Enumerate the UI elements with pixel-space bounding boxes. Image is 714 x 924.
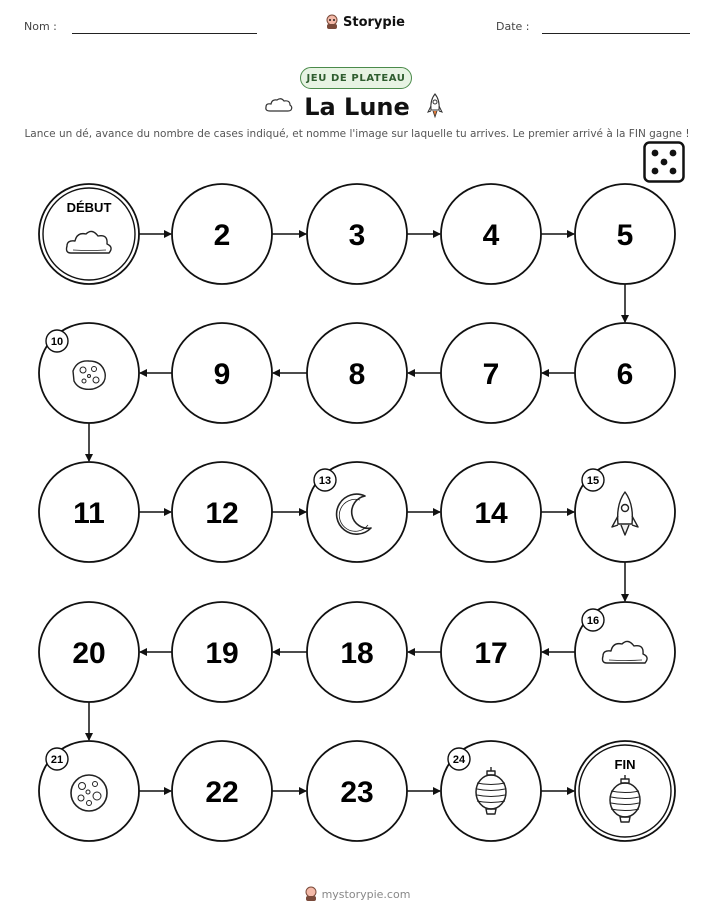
board-cell-8 [307, 323, 407, 423]
board-cell-22 [172, 741, 272, 841]
date-label: Date : [496, 20, 530, 33]
board-cell-5 [575, 184, 675, 284]
footer [0, 886, 714, 902]
cell-number: 10 [50, 336, 64, 348]
cell-number: 9 [213, 358, 231, 391]
name-label: Nom : [24, 20, 57, 33]
cell-number: 20 [72, 637, 106, 670]
board-cell-6 [575, 323, 675, 423]
board-cell-4 [441, 184, 541, 284]
board-cell-16 [575, 602, 675, 702]
board-cell-23 [307, 741, 407, 841]
cell-number: 6 [616, 358, 634, 391]
finish-label: FIN [614, 757, 636, 772]
page-title: La Lune [304, 93, 410, 121]
cell-number: 11 [73, 497, 105, 530]
board-cell-3 [307, 184, 407, 284]
game-instructions: Lance un dé, avance du nombre de cases indiqué, et nomme l'image sur laquelle tu arrives. Le premier arrivé à la FIN gagne ! [24, 128, 690, 140]
board-cell-24 [441, 741, 541, 841]
board-cell-9 [172, 323, 272, 423]
cell-number: 7 [482, 358, 500, 391]
board-cell-2 [172, 184, 272, 284]
game-type-badge: JEU DE PLATEAU [300, 67, 412, 89]
cell-number: 8 [348, 358, 366, 391]
cell-number: 21 [50, 754, 64, 766]
board-cell-13 [307, 462, 407, 562]
board-cell-14 [441, 462, 541, 562]
finish-cell [575, 741, 675, 841]
footer-site[interactable]: mystorypie.com [321, 887, 411, 901]
cell-number: 3 [348, 219, 366, 252]
cell-number: 17 [474, 637, 508, 670]
board-cell-21 [39, 741, 139, 841]
cell-number: 18 [340, 637, 374, 670]
cell-number: 2 [213, 219, 231, 252]
board-cell-15 [575, 462, 675, 562]
board-cell-12 [172, 462, 272, 562]
cell-number: 22 [205, 776, 239, 809]
cell-number: 16 [586, 615, 600, 627]
cell-number: 23 [340, 776, 374, 809]
board-cell-17 [441, 602, 541, 702]
board-cell-7 [441, 323, 541, 423]
cell-number: 5 [616, 219, 634, 252]
cell-number: 12 [205, 497, 239, 530]
board-cell-11 [39, 462, 139, 562]
board-cell-20 [39, 602, 139, 702]
cell-number: 4 [482, 219, 500, 252]
cell-number: 15 [586, 475, 600, 487]
cell-number: 14 [474, 497, 508, 530]
board-cell-18 [307, 602, 407, 702]
brand-name: Storypie [343, 14, 405, 30]
board-cell-10 [39, 323, 139, 423]
mascot-icon [304, 886, 318, 902]
board-cell-19 [172, 602, 272, 702]
start-cell [39, 184, 139, 284]
cell-number: 19 [205, 637, 239, 670]
cell-number: 13 [318, 475, 332, 487]
start-label: DÉBUT [66, 200, 112, 215]
cell-number: 24 [452, 754, 466, 766]
